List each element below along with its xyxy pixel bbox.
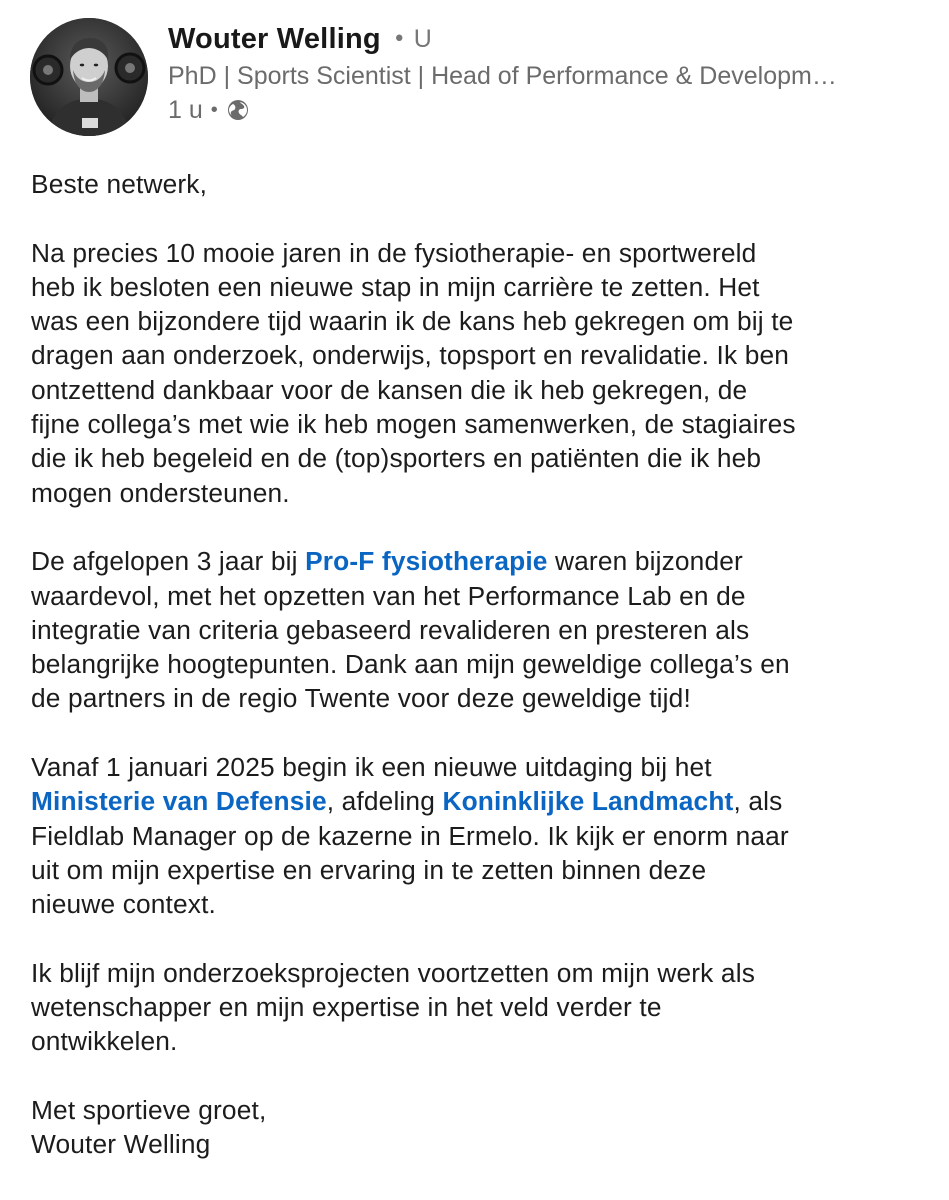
text-line: heb ik besloten een nieuwe stap in mijn carrière te zetten. Het	[31, 271, 760, 302]
post-body	[31, 167, 931, 1196]
post-header	[30, 18, 930, 138]
text-line: uit om mijn expertise en ervaring in te zetten binnen deze	[31, 854, 707, 885]
text-segment: waren bijzonder	[547, 546, 743, 577]
text-line: Vanaf 1 januari 2025 begin ik een nieuwe uitdaging bij het	[31, 752, 712, 783]
text-segment: , afdeling	[326, 786, 443, 817]
text-line: fijne collega’s met wie ik heb mogen samenwerken, de stagiaires	[31, 409, 796, 440]
author-name[interactable]: Wouter Welling	[168, 22, 381, 55]
author-headline: PhD | Sports Scientist | Head of Performance & Developm…	[168, 62, 837, 90]
text-segment: De afgelopen 3 jaar bij	[31, 546, 306, 577]
text-line	[31, 544, 931, 578]
text-line	[31, 784, 931, 818]
text-line: wetenschapper en mijn expertise in het veld verder te	[31, 992, 662, 1023]
text-line: Ik blijf mijn onderzoeksprojecten voortzetten om mijn werk als	[31, 957, 755, 988]
closing	[31, 1093, 931, 1162]
paragraph-4	[31, 956, 931, 1059]
text-line: Na precies 10 mooie jaren in de fysiotherapie- en sportwereld	[31, 237, 757, 268]
signature: Wouter Welling	[31, 1129, 211, 1160]
separator-dot: •	[210, 98, 218, 121]
globe-icon	[226, 98, 250, 122]
connection-degree: U	[413, 24, 432, 53]
text-line: dragen aan onderzoek, onderwijs, topsport en revalidatie. Ik ben	[31, 340, 790, 371]
author-info	[168, 20, 938, 126]
text-line: Fieldlab Manager op de kazerne in Ermelo. Ik kijk er enorm naar	[31, 820, 789, 851]
mention-koninklijke-landmacht[interactable]: Koninklijke Landmacht	[442, 786, 734, 817]
name-row	[168, 20, 938, 58]
greeting	[31, 167, 931, 201]
mention-ministerie-van-defensie[interactable]: Ministerie van Defensie	[31, 786, 327, 817]
avatar-photo	[30, 18, 148, 136]
paragraph-2	[31, 544, 931, 715]
text-line: nieuwe context.	[31, 889, 216, 920]
text-line: Met sportieve groet,	[31, 1095, 267, 1126]
text-line: Beste netwerk,	[31, 169, 208, 199]
paragraph-1	[31, 236, 931, 510]
post-meta	[168, 94, 938, 126]
text-line: de partners in de regio Twente voor deze geweldige tijd!	[31, 683, 691, 714]
text-segment: , als	[733, 786, 783, 817]
mention-pro-f-fysiotherapie[interactable]: Pro-F fysiotherapie	[305, 546, 548, 577]
post-time: 1 u	[168, 95, 203, 124]
text-line: waardevol, met het opzetten van het Performance Lab en de	[31, 580, 746, 611]
paragraph-3	[31, 750, 931, 921]
text-line: mogen ondersteunen.	[31, 477, 290, 508]
text-line: belangrijke hoogtepunten. Dank aan mijn geweldige collega’s en	[31, 649, 790, 680]
separator-dot: •	[392, 26, 406, 52]
text-line: ontwikkelen.	[31, 1026, 178, 1057]
text-line: integratie van criteria gebaseerd revalideren en presteren als	[31, 614, 750, 645]
text-line: was een bijzondere tijd waarin ik de kans heb gekregen om bij te	[31, 306, 794, 337]
text-line: ontzettend dankbaar voor de kansen die ik heb gekregen, de	[31, 374, 748, 405]
text-line: die ik heb begeleid en de (top)sporters en patiënten die ik heb	[31, 443, 762, 474]
avatar[interactable]	[30, 18, 148, 136]
